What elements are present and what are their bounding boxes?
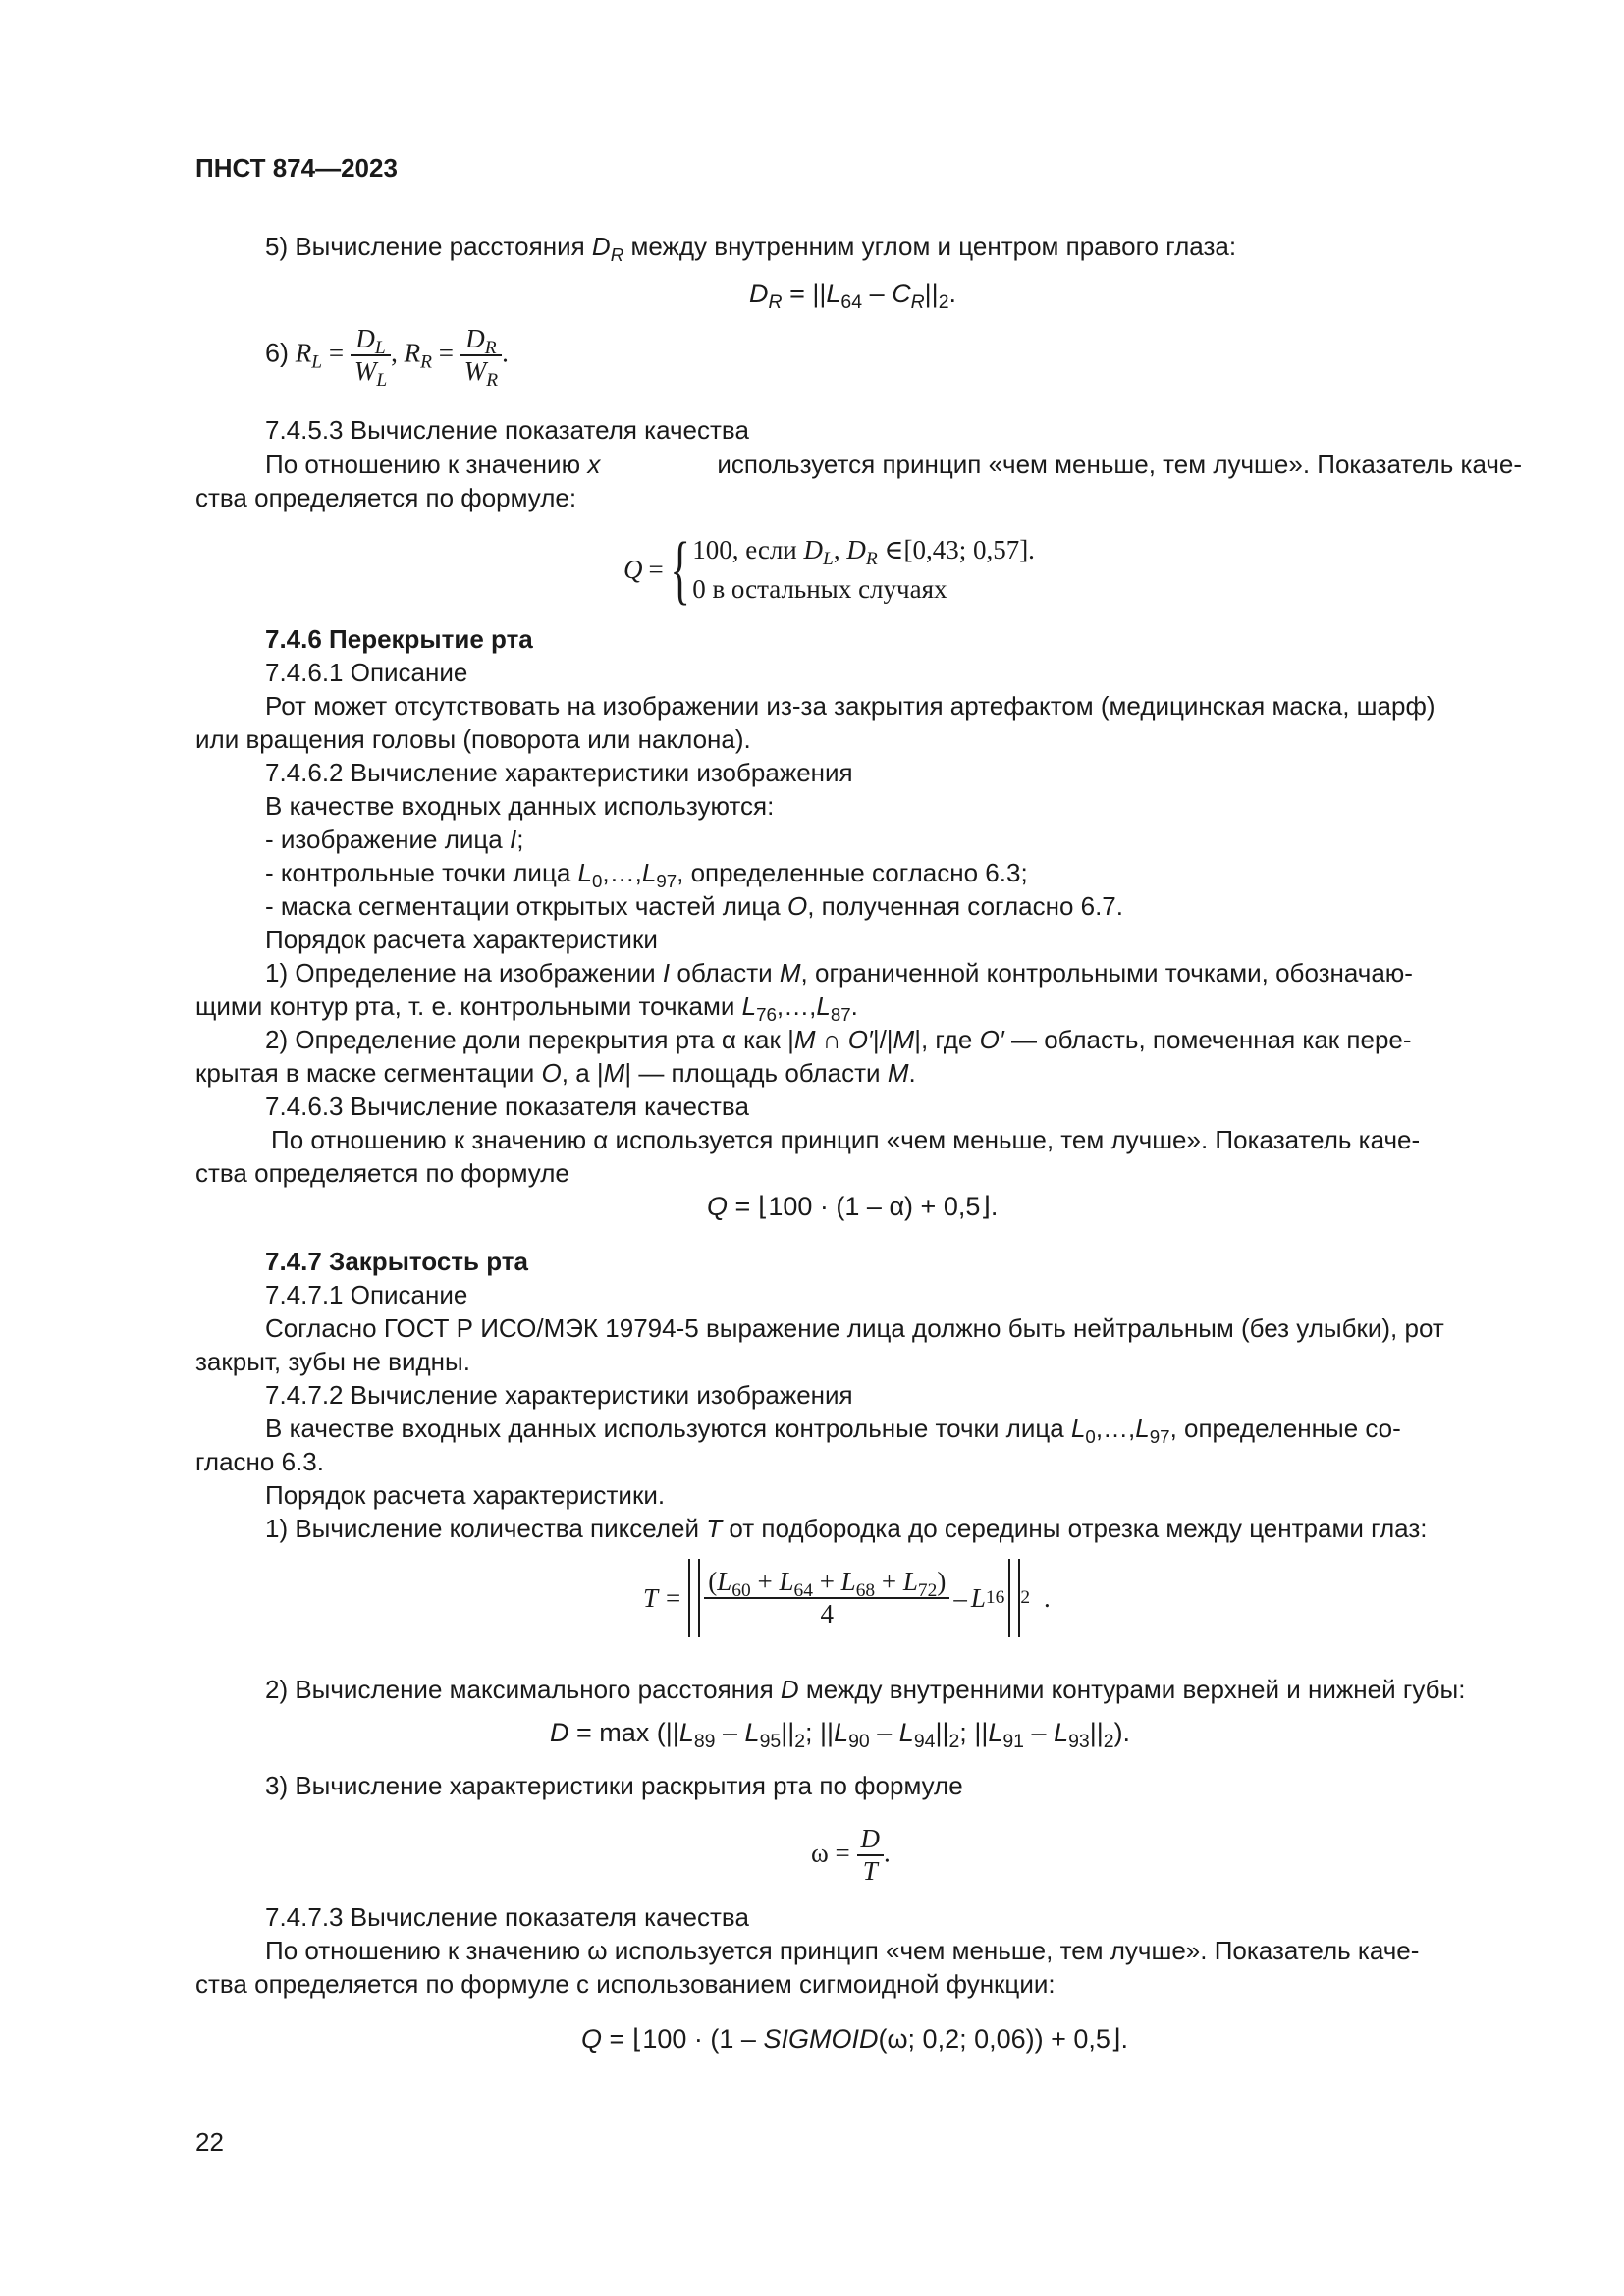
paragraph-step2-line2: крытая в маске сегментации O, а |M| — площадь области M. — [195, 1058, 916, 1088]
paragraph-step-omega: 3) Вычисление характеристики раскрытия рта по формуле — [265, 1771, 963, 1800]
paragraph-q2-line2: ства определяется по формуле — [195, 1158, 569, 1188]
paragraph-mouth-absent-1: Рот может отсутствовать на изображении из-за закрытия артефактом (медицинская маска, шарф) — [265, 691, 1435, 721]
paragraph-q1-line1: По отношению к значению x используется принцип «чем меньше, тем лучше». Показатель каче- — [265, 450, 1522, 479]
page-number: 22 — [195, 2127, 224, 2157]
paragraph-input-landmarks-2: гласно 6.3. — [195, 1447, 324, 1476]
paragraph-step-d: 2) Вычисление максимального расстояния D между внутренними контурами верхней и нижней губы: — [265, 1675, 1466, 1704]
paragraph-q3-line2: ства определяется по формуле с использованием сигмоидной функции: — [195, 1969, 1056, 1999]
subsection-7-4-7-1: 7.4.7.1 Описание — [265, 1280, 468, 1309]
subsection-7-4-5-3: 7.4.5.3 Вычисление показателя качества — [265, 415, 749, 445]
paragraph-q1-line2: ства определяется по формуле: — [195, 483, 577, 512]
paragraph-step-t: 1) Вычисление количества пикселей T от подбородка до середины отрезка между центрами глаз: — [265, 1514, 1428, 1543]
section-7-4-7-title: 7.4.7 Закрытость рта — [265, 1247, 528, 1276]
paragraph-step2-line1: 2) Определение доли перекрытия рта α как |M ∩ O′|/|M|, где O′ — область, помеченная как пере- — [265, 1025, 1412, 1054]
paragraph-mouth-absent-2: или вращения головы (поворота или наклона). — [195, 724, 751, 754]
paragraph-dr-intro: 5) Вычисление расстояния $D_R$ между внутренним углом и центром правого глаза: — [265, 232, 1237, 265]
list-item-segmentation-mask: - маска сегментации открытых частей лица O, полученная согласно 6.7. — [265, 891, 1123, 921]
formula-dr: $D_R = ||L_{64} - C_R||_2$. — [749, 279, 957, 314]
formula-q3: Q = ⌊100 · (1 – SIGMOID(ω; 0,2; 0,06)) + 0,5⌋. — [581, 2024, 1128, 2054]
paragraph-calc-order: Порядок расчета характеристики — [265, 925, 658, 954]
list-item-face-image: - изображение лица I; — [265, 825, 524, 854]
paragraph-input-data: В качестве входных данных используются: — [265, 791, 775, 821]
formula-q1: Q = { 100, если $D_L$, $D_R$ ∈[0,43; 0,57]. 0 в остальных случаях — [623, 525, 1035, 612]
subsection-7-4-7-3: 7.4.7.3 Вычисление показателя качества — [265, 1902, 749, 1932]
subsection-7-4-6-1: 7.4.6.1 Описание — [265, 658, 468, 687]
subsection-7-4-6-2: 7.4.6.2 Вычисление характеристики изображения — [265, 758, 853, 787]
paragraph-q3-line1: По отношению к значению ω используется принцип «чем меньше, тем лучше». Показатель каче- — [265, 1936, 1420, 1965]
norm-bar-right — [1008, 1559, 1020, 1637]
paragraph-q2-line1: По отношению к значению α используется принцип «чем меньше, тем лучше». Показатель каче- — [271, 1125, 1421, 1154]
subsection-7-4-6-3: 7.4.6.3 Вычисление показателя качества — [265, 1092, 749, 1121]
formula-rl-rr: 6) $R_L$ = $\frac{D_L}{W_L}$ , $R_R$ = $\frac{D_R}{W_R}$ . — [265, 324, 509, 392]
section-7-4-6-title: 7.4.6 Перекрытие рта — [265, 624, 533, 654]
paragraph-step1-line1: 1) Определение на изображении I области M, ограниченной контрольными точками, обозначаю- — [265, 958, 1413, 988]
list-item-landmarks: - контрольные точки лица $L_0,\dots,L_{97}$, определенные согласно 6.3; — [265, 858, 1028, 891]
formula-omega: ω = $\frac{D}{T}$ . — [811, 1824, 891, 1887]
document-header-id: ПНСТ 874—2023 — [195, 153, 398, 183]
paragraph-input-landmarks-1: В качестве входных данных используются контрольные точки лица $L_0,\dots,L_{97}$, определенные со- — [265, 1414, 1401, 1447]
norm-bar-left — [688, 1559, 700, 1637]
paragraph-neutral-face-1: Согласно ГОСТ Р ИСО/МЭК 19794-5 выражение лица должно быть нейтральным (без улыбки), рот — [265, 1313, 1444, 1343]
paragraph-neutral-face-2: закрыт, зубы не видны. — [195, 1347, 470, 1376]
formula-d: $D = \max (||L_{89} - L_{95}||_2$; $||L_{90} - L_{94}||_2$; $||L_{91} - L_{93}||_2$). — [550, 1718, 1131, 1753]
paragraph-calc-order-2: Порядок расчета характеристики. — [265, 1480, 666, 1510]
formula-t: T = $\frac{(L_{60} + L_{64} + L_{68} + L_{72})}{4}$ – L 16 2 . — [643, 1559, 1051, 1637]
subsection-7-4-7-2: 7.4.7.2 Вычисление характеристики изображения — [265, 1380, 853, 1410]
formula-q2: Q = ⌊100 · (1 – α) + 0,5⌋. — [707, 1192, 999, 1221]
paragraph-step1-line2: щими контур рта, т. е. контрольными точками $L_{76},\dots,L_{87}$. — [195, 991, 858, 1025]
